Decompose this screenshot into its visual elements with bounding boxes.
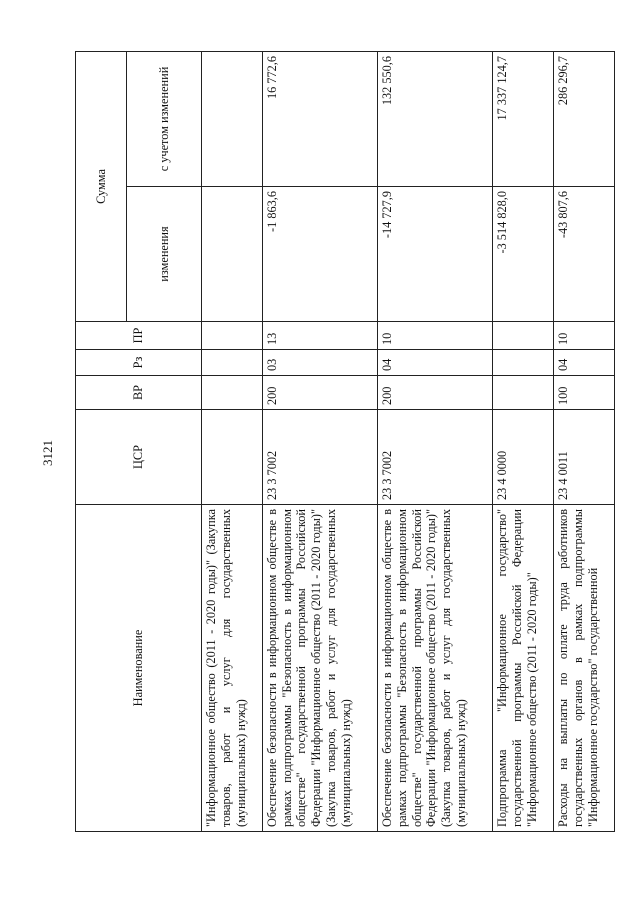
row-name: Обеспечение безопасности в информационном обществе в рамках подпрограммы "Безопасность в информационном обществе" государственной программы Российской Федерации "Информационное общество (2011 - 2020 годы)" (Закупка товаров, работ и услуг для государственных (муниципальных) нужд) [378,505,493,832]
row-vr: 100 [554,376,615,410]
table-row [493,51,554,831]
row-csr: 23 4 0000 [493,410,554,505]
header-csr: ЦСР [76,410,202,505]
row-vr [493,376,554,410]
budget-table [75,51,615,832]
row-with-changes: 16 772,6 [262,51,377,186]
header-change: изменения [127,187,202,322]
row-pr: 10 [378,322,493,350]
row-rz: 04 [554,350,615,376]
row-change: -1 863,6 [262,187,377,322]
page-number: 3121 [40,440,55,466]
row-with-changes [202,51,263,186]
row-change: -14 727,9 [378,187,493,322]
row-rz [202,350,263,376]
row-name: Подпрограмма "Информационное государство" государственной программы Российской Федерации "Информационное общество (2011 - 2020 годы)" [493,505,554,832]
header-rz: Рз [76,350,202,376]
row-name: Расходы на выплаты по оплате труда работников государственных органов в рамках подпрограммы "Информационное государство" государственной [554,505,615,832]
table-row [202,51,263,831]
row-csr: 23 4 0011 [554,410,615,505]
header-vr: ВР [76,376,202,410]
row-vr: 200 [378,376,493,410]
row-with-changes: 132 550,6 [378,51,493,186]
row-pr [202,322,263,350]
row-name: "Информационное общество (2011 - 2020 годы)" (Закупка товаров, работ и услуг для государственных (муниципальных) нужд) [202,505,263,832]
row-rz [493,350,554,376]
table-row [554,51,615,831]
row-pr [493,322,554,350]
row-with-changes: 17 337 124,7 [493,51,554,186]
header-sum: Сумма [76,51,127,321]
row-name: Обеспечение безопасности в информационном обществе в рамках подпрограммы "Безопасность в информационном обществе" государственной программы Российской Федерации "Информационное общество (2011 - 2020 годы)" (Закупка товаров, работ и услуг для государственных (муниципальных) нужд) [262,505,377,832]
row-csr [202,410,263,505]
row-rz: 03 [262,350,377,376]
row-csr: 23 3 7002 [262,410,377,505]
row-vr [202,376,263,410]
row-change [202,187,263,322]
row-vr: 200 [262,376,377,410]
row-csr: 23 3 7002 [378,410,493,505]
row-pr: 13 [262,322,377,350]
rotated-table-container [75,52,615,832]
row-rz: 04 [378,350,493,376]
header-with-changes: с учетом изменений [127,51,202,186]
row-with-changes: 286 296,7 [554,51,615,186]
row-pr: 10 [554,322,615,350]
header-pr: ПР [76,322,202,350]
table-row [378,51,493,831]
table-row [262,51,377,831]
header-name: Наименование [76,505,202,832]
row-change: -3 514 828,0 [493,187,554,322]
row-change: -43 807,6 [554,187,615,322]
